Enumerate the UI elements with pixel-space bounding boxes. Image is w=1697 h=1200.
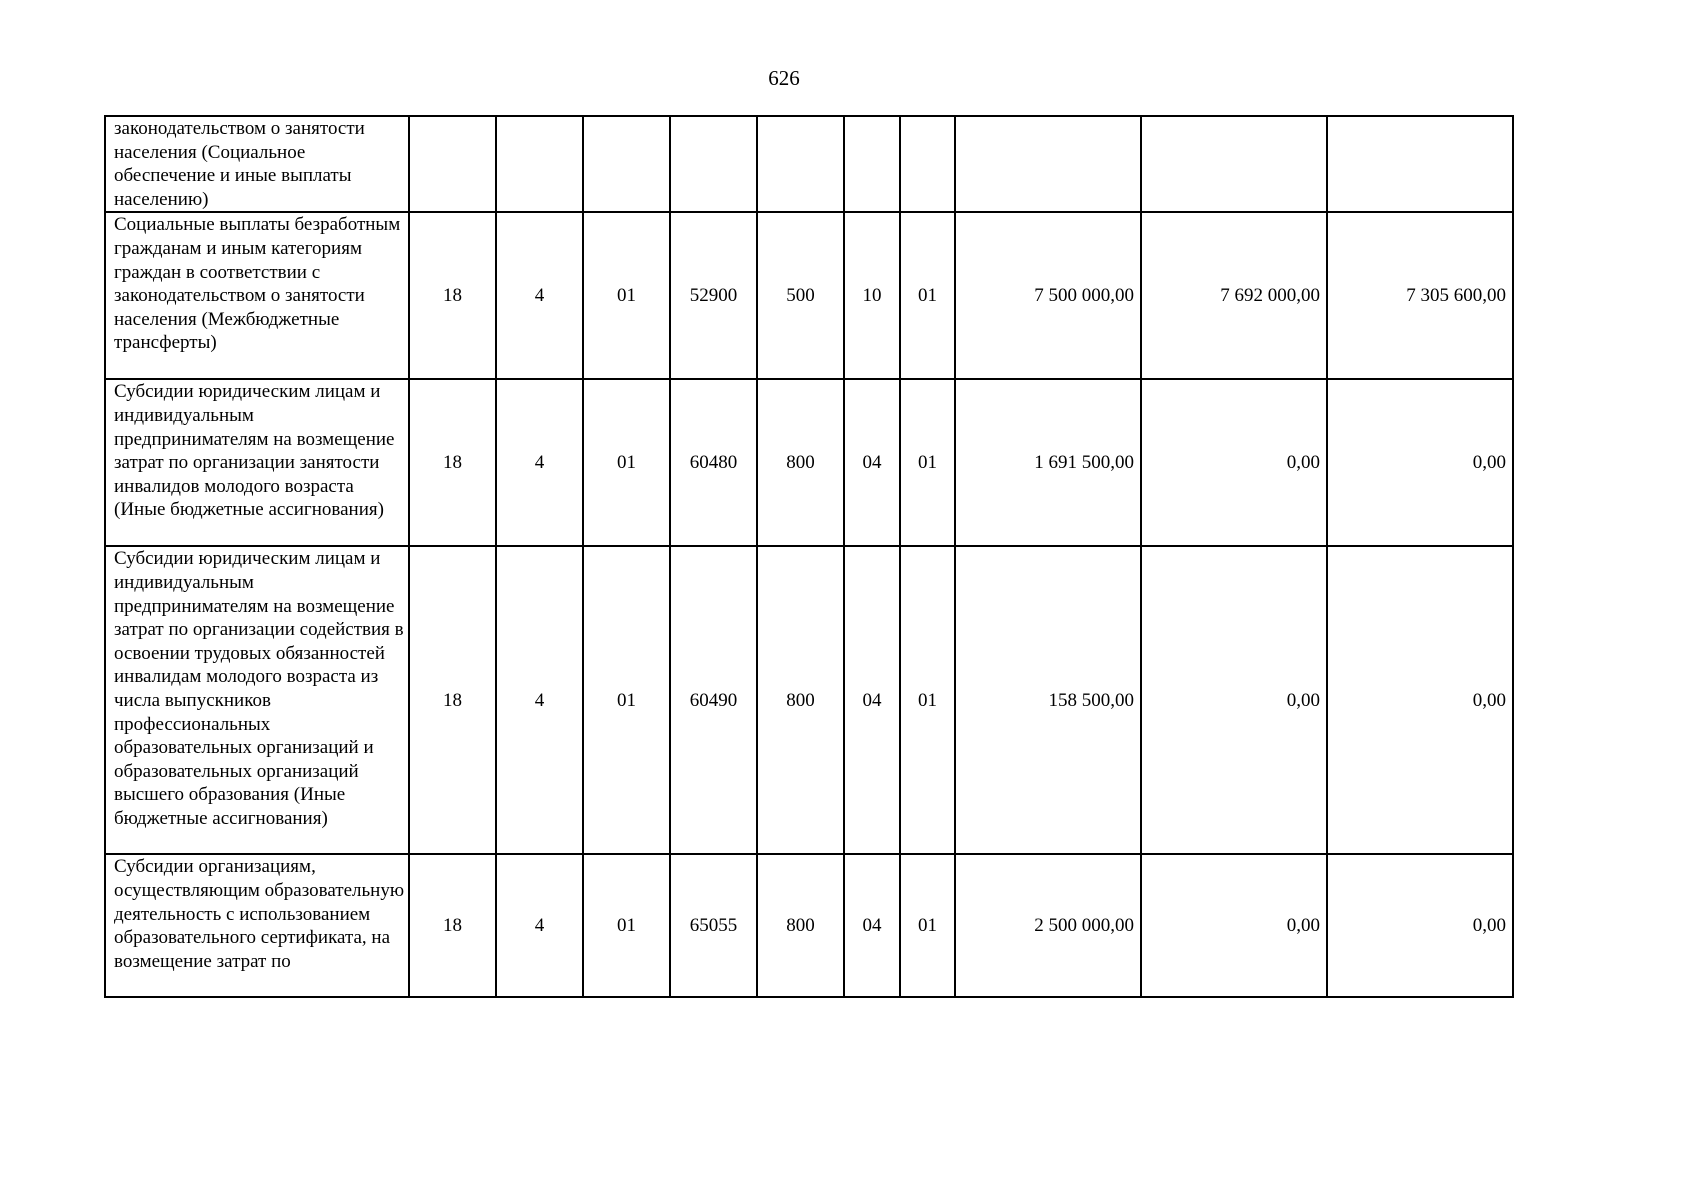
code-cell: 01 [900,854,955,997]
amount-cell: 0,00 [1141,546,1327,854]
amount-cell: 7 500 000,00 [955,212,1141,379]
table-row [105,546,1513,854]
code-cell: 4 [496,379,583,546]
code-cell [900,116,955,212]
code-cell: 800 [757,546,844,854]
code-cell [496,116,583,212]
amount-cell [1327,116,1513,212]
code-cell: 500 [757,212,844,379]
table-row [105,854,1513,997]
table-row [105,212,1513,379]
code-cell: 04 [844,379,900,546]
code-cell: 60480 [670,379,757,546]
code-cell: 01 [583,854,670,997]
code-cell: 01 [583,379,670,546]
amount-cell: 0,00 [1141,854,1327,997]
code-cell: 4 [496,546,583,854]
code-cell: 18 [409,546,496,854]
code-cell: 52900 [670,212,757,379]
amount-cell: 1 691 500,00 [955,379,1141,546]
row-description: Субсидии юридическим лицам и индивидуальным предпринимателям на возмещение затрат по организации занятости инвалидов молодого возраста (Иные бюджетные ассигнования) [105,379,409,546]
code-cell [844,116,900,212]
code-cell: 18 [409,854,496,997]
code-cell [670,116,757,212]
code-cell: 01 [900,379,955,546]
code-cell: 60490 [670,546,757,854]
code-cell [583,116,670,212]
amount-cell: 0,00 [1141,379,1327,546]
code-cell: 4 [496,854,583,997]
code-cell: 18 [409,212,496,379]
row-description: законодательством о занятости населения (Социальное обеспечение и иные выплаты населению) [105,116,409,212]
amount-cell: 2 500 000,00 [955,854,1141,997]
code-cell [757,116,844,212]
amount-cell [1141,116,1327,212]
code-cell [409,116,496,212]
code-cell: 18 [409,379,496,546]
amount-cell: 158 500,00 [955,546,1141,854]
amount-cell: 0,00 [1327,379,1513,546]
amount-cell: 7 692 000,00 [1141,212,1327,379]
amount-cell: 0,00 [1327,546,1513,854]
table-row [105,116,1513,212]
row-description: Социальные выплаты безработным гражданам и иным категориям граждан в соответствии с законодательством о занятости населения (Межбюджетные трансферты) [105,212,409,379]
code-cell: 10 [844,212,900,379]
code-cell: 01 [583,212,670,379]
code-cell: 65055 [670,854,757,997]
code-cell: 800 [757,379,844,546]
row-description: Субсидии юридическим лицам и индивидуальным предпринимателям на возмещение затрат по организации содействия в освоении трудовых обязанностей инвалидам молодого возраста из числа выпускников профессиональных образовательных организаций и образовательных организаций высшего образования (Иные бюджетные ассигнования) [105,546,409,854]
row-description: Субсидии организациям, осуществляющим образовательную деятельность с использованием образовательного сертификата, на возмещение затрат по [105,854,409,997]
code-cell: 800 [757,854,844,997]
code-cell: 4 [496,212,583,379]
amount-cell: 0,00 [1327,854,1513,997]
code-cell: 04 [844,854,900,997]
page-number: 626 [768,66,800,90]
amount-cell: 7 305 600,00 [1327,212,1513,379]
code-cell: 01 [900,212,955,379]
table-row [105,379,1513,546]
code-cell: 01 [900,546,955,854]
code-cell: 01 [583,546,670,854]
budget-table [104,115,1514,998]
code-cell: 04 [844,546,900,854]
amount-cell [955,116,1141,212]
